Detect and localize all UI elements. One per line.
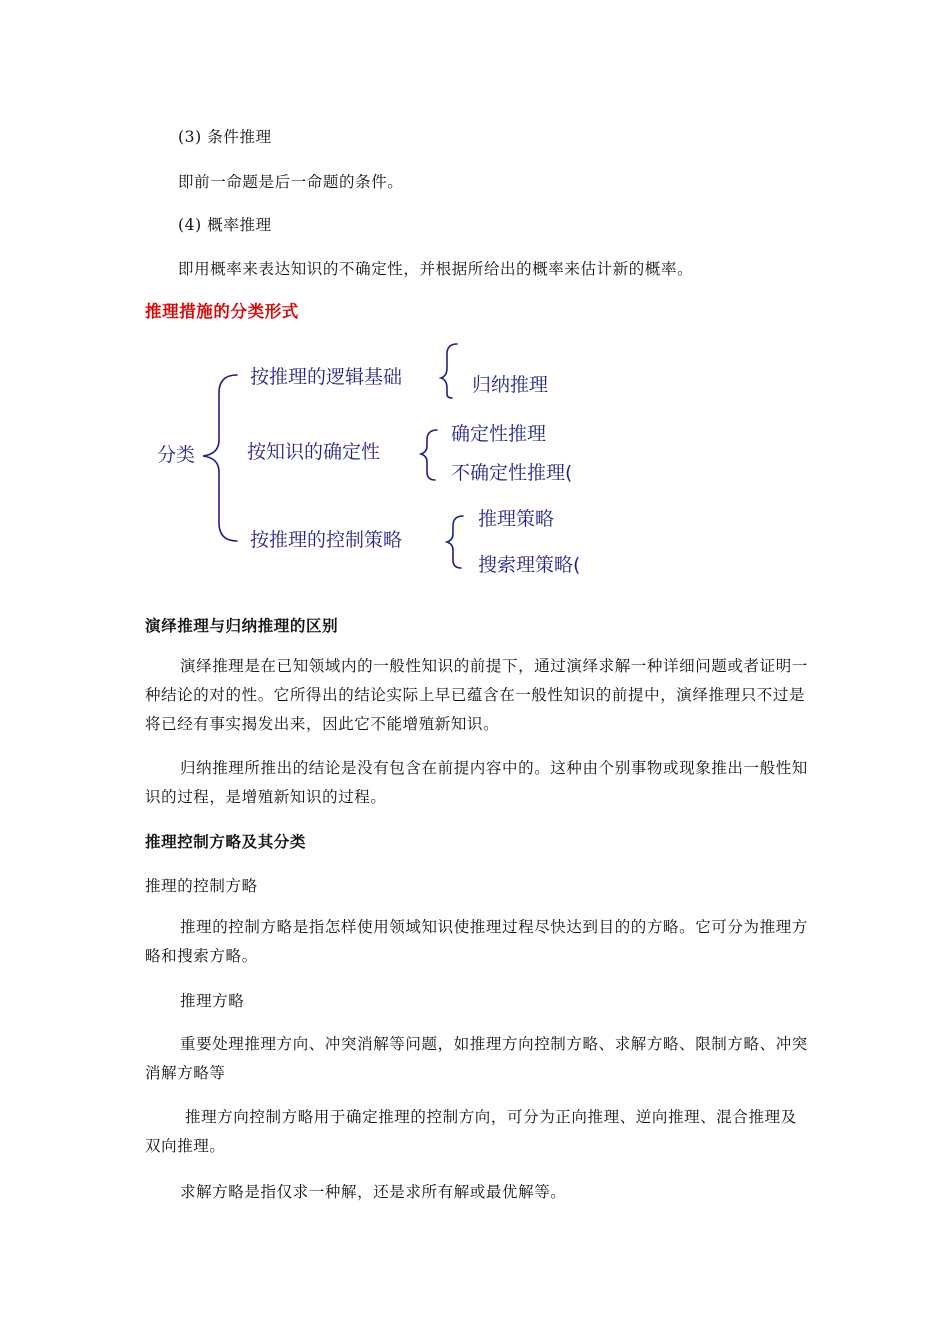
diagram-certainty-child-2: 不确定性推理( (451, 462, 573, 484)
root-brace (203, 375, 237, 541)
reasoning-strategy-subheading: 推理方略 (180, 992, 245, 1010)
induction-paragraph: 归纳推理所推出的结论是没有包含在前提内容中的。这种由个别事物或现象推出一般性知识的过程，是增殖新知识的过程。 (145, 759, 808, 806)
direction-strategy-paragraph: 推理方向控制方略用于确定推理的控制方向，可分为正向推理、逆向推理、混合推理及双向推理。 (145, 1108, 797, 1155)
diagram-root-label: 分类 (157, 444, 196, 466)
difference-heading: 演绎推理与归纳推理的区别 (145, 616, 339, 635)
diagram-logic-label: 按推理的逻辑基础 (250, 366, 403, 388)
reasoning-strategy-paragraph: 重要处理推理方向、冲突消解等问题，如推理方向控制方略、求解方略、限制方略、冲突消解方略等 (145, 1035, 808, 1082)
classification-heading: 推理措施的分类形式 (145, 302, 299, 321)
diagram-certainty-child-1: 确定性推理 (451, 423, 547, 445)
diagram-certainty-label: 按知识的确定性 (247, 441, 381, 463)
probabilistic-reasoning-title: (4) 概率推理 (178, 216, 272, 234)
conditional-reasoning-title: (3) 条件推理 (178, 128, 272, 146)
certainty-brace (421, 430, 437, 480)
logic-brace (441, 344, 457, 398)
control-strategy-heading: 推理控制方略及其分类 (145, 832, 307, 851)
diagram-control-label: 按推理的控制策略 (250, 529, 403, 551)
deduction-paragraph: 演绎推理是在已知领域内的一般性知识的前提下，通过演绎求解一种详细问题或者证明一种结论的对的性。它所得出的结论实际上早已蕴含在一般性知识的前提中，演绎推理只不过是将已经有事实揭发出来，因此它不能增殖新知识。 (145, 657, 808, 733)
diagram-control-child-1: 推理策略 (478, 508, 555, 530)
diagram-logic-child: 归纳推理 (472, 374, 549, 396)
diagram-control-child-2: 搜索理策略( (478, 554, 581, 576)
classification-diagram (145, 338, 605, 583)
control-strategy-subheading: 推理的控制方略 (145, 877, 258, 895)
solving-strategy-paragraph: 求解方略是指仅求一种解，还是求所有解或最优解等。 (180, 1183, 567, 1201)
conditional-reasoning-desc: 即前一命题是后一命题的条件。 (178, 173, 404, 191)
probabilistic-reasoning-desc: 即用概率来表达知识的不确定性，并根据所给出的概率来估计新的概率。 (178, 260, 694, 278)
control-strategy-paragraph: 推理的控制方略是指怎样使用领域知识使推理过程尽快达到目的的方略。它可分为推理方略和搜索方略。 (145, 918, 808, 965)
control-brace (447, 516, 463, 568)
